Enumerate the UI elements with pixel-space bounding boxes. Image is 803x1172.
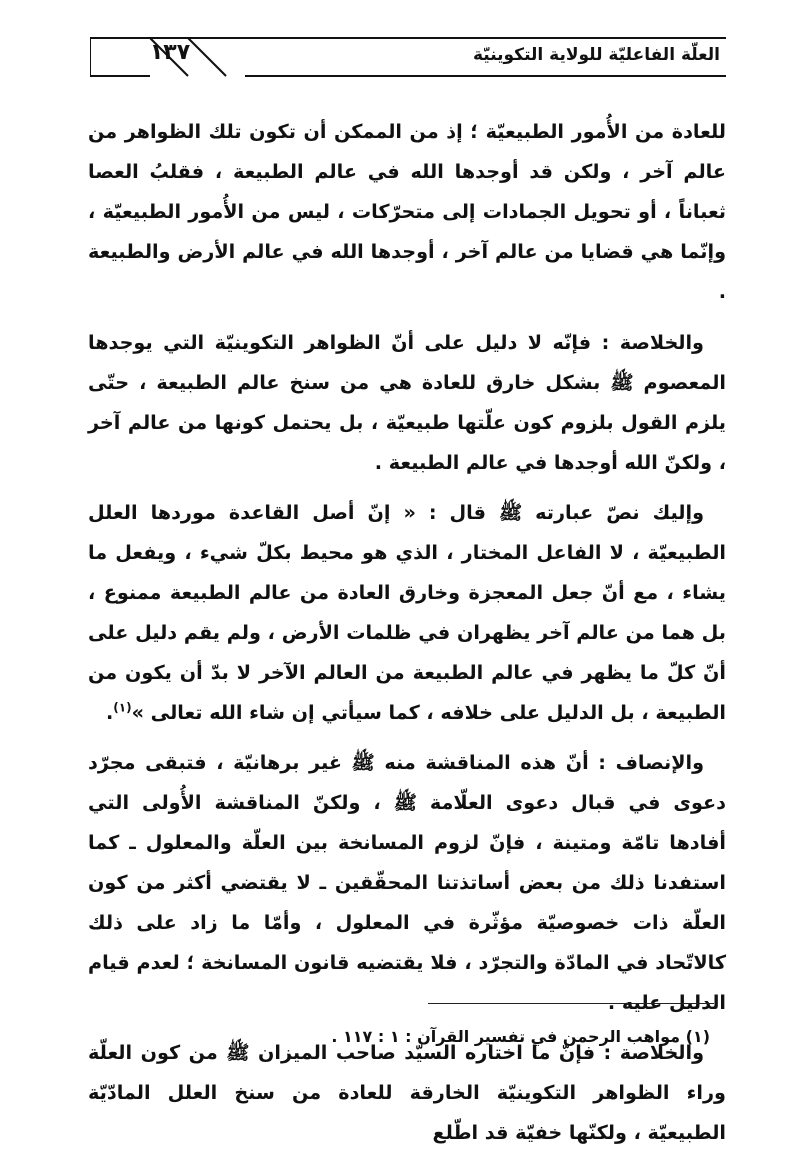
paragraph-4-lead: والإنصاف : [598,751,704,774]
paragraph-2 [88,323,726,483]
running-title: العلّة الفاعليّة للولاية التكوينيّة [472,45,720,65]
paragraph-5-lead: والخلاصة : [603,1041,704,1064]
paragraph-2-lead: والخلاصة : [601,331,704,354]
body-text [88,112,726,1163]
page-number: ١٣٧ [149,40,191,65]
paragraph-5-text: فإنّ ما اختاره السيّد صاحب الميزان ﷺ من كون العلّة وراء الظواهر التكوينيّة الخارقة للعادة من سنخ العلل المادّيّة الطبيعيّة ، ولكنّها خفيّة قد اطّلع [88,1041,726,1144]
paragraph-1: للعادة من الأُمور الطبيعيّة ؛ إذ من الممكن أن تكون تلك الظواهر من عالم آخر ، ولكن قد أوجدها الله في عالم الطبيعة ، فقلبُ العصا ثعباناً ، أو تحويل الجمادات إلى متحرّكات ، ليس من الأُمور الطبيعيّة ، وإنّما هي قضايا من عالم آخر ، أوجدها الله في عالم الأرض والطبيعة . [88,120,726,303]
paragraph-3-text: وإليك نصّ عبارته ﷺ قال : « إنّ أصل القاعدة موردها العلل الطبيعيّة ، لا الفاعل المختار ، الذي هو محيط بكلّ شيء ، ويفعل ما يشاء ، مع أنّ جعل المعجزة وخارق العادة من عالم الطبيعة ممنوع ، بل هما من عالم آخر يظهران في ظلمات الأرض ، ولم يقم دليل على أنّ كلّ ما يظهر في عالم الطبيعة من العالم الآخر لا بدّ أن يكون من الطبيعة ، بل الدليل على خلافه ، كما سيأتي إن شاء الله تعالى » [88,501,726,724]
page-header [90,30,726,82]
paragraph-4 [88,743,726,1023]
paragraph-3-end: . [105,701,114,724]
paragraph-4-text: أنّ هذه المناقشة منه ﷺ غير برهانيّة ، فتبقى مجرّد دعوى في قبال دعوى العلّامة ﷺ ، ولكنّ المناقشة الأُولى التي أفادها تامّة ومتينة ، فإنّ لزوم المسانخة بين العلّة والمعلول ـ كما استفدنا ذلك من بعض أساتذتنا المحقّقين ـ لا يقتضي أكثر من كون العلّة ذات خصوصيّة مؤثّرة في المعلول ، وأمّا ما زاد على ذلك كالاتّحاد في المادّة والتجرّد ، فلا يقتضيه قانون المسانخة ؛ لعدم قيام الدليل عليه . [88,751,726,1014]
paragraph-3 [88,493,726,733]
paragraph-2-text: فإنّه لا دليل على أنّ الظواهر التكوينيّة التي يوجدها المعصوم ﷺ بشكل خارق للعادة هي من سنخ عالم الطبيعة ، حتّى يلزم القول بلزوم كون علّتها طبيعيّة ، بل يحتمل كونها من عالم آخر ، ولكنّ الله أوجدها في عالم الطبيعة . [88,331,726,474]
footnote-1: (١) مواهب الرحمن في تفسير القرآن : ١ : ١١٧ . [331,1027,710,1046]
footnote-divider [428,1003,714,1004]
paragraph-5 [88,1033,726,1153]
footnote-ref-1[interactable]: (١) [113,700,132,715]
